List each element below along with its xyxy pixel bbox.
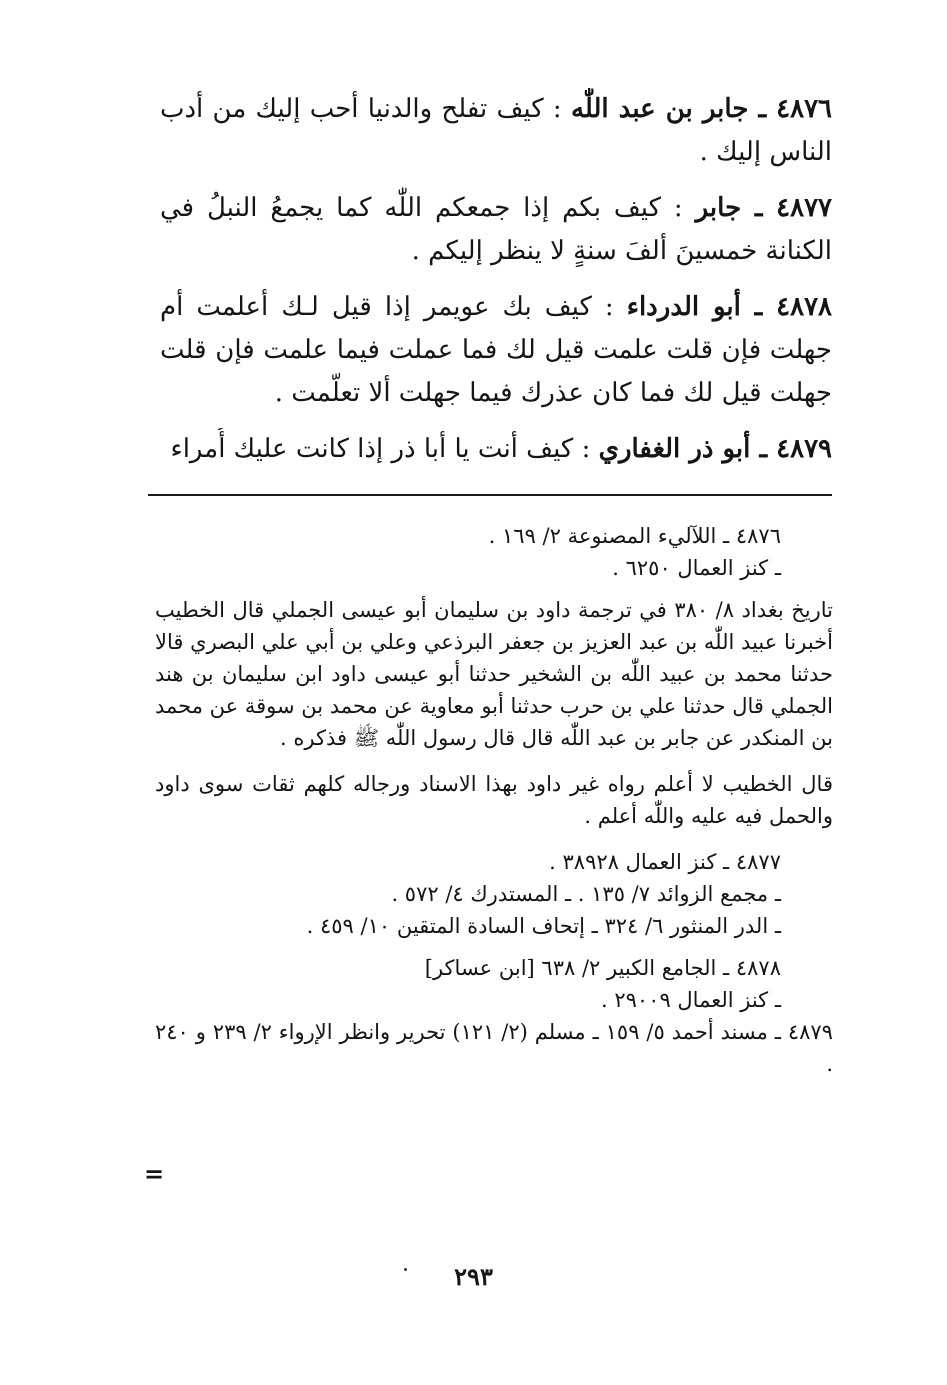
hadith-number: ٤٨٧٨: [776, 292, 832, 322]
continuation-mark: =: [144, 1159, 164, 1188]
hadith-narrator: أبو الدرداء: [626, 292, 741, 322]
hadith-entry: ٤٨٧٩ ـ أبو ذر الغفاري : كيف أنت يا أبا ذر إذا كانت عليك أُمراء: [170, 434, 832, 464]
hadith-narrator: أبو ذر الغفاري: [598, 434, 751, 464]
hadith-text: : كيف تفلح والدنيا أحب إليك من أدب الناس إليك .: [160, 94, 832, 167]
hadith-entry: ٤٨٧٧ ـ جابر : كيف بكم إذا جمعكم اللّٰه كما يجمعُ النبلُ في الكنانة خمسينَ ألفَ سنةٍ لا ينظر إليكم .: [160, 193, 832, 266]
footnote-line: ٤٨٧٧ ـ كنز العمال ٣٨٩٢٨ .: [549, 850, 781, 874]
footnote-line: ٤٨٧٨ ـ الجامع الكبير ٢/ ٦٣٨ [ابن عساكر]: [424, 956, 781, 980]
footnote-separator: [148, 494, 832, 496]
footnote-line: ـ كنز العمال ٢٩٠٠٩ .: [600, 988, 781, 1012]
footnote-paragraph: تاريخ بغداد ٨/ ٣٨٠ في ترجمة داود بن سليمان أبو عيسى الجملي قال الخطيب أخبرنا عبيد اللّٰه بن عبد العزيز بن جعفر البرذعي وعلي بن أبي علي البصري قالا حدثنا محمد بن عبيد اللّٰه بن الشخير حدثنا أبو عيسى داود ابن سليمان بن هند الجملي قال حدثنا علي بن حرب حدثنا أبو معاوية عن محمد بن سوقة عن محمد بن المنكدر عن جابر بن عبد اللّٰه قال قال رسول اللّٰه ﷺ فذكره .: [155, 598, 833, 750]
hadith-text: : كيف بكم إذا جمعكم اللّٰه كما يجمعُ النبلُ في الكنانة خمسينَ ألفَ سنةٍ لا ينظر إليكم .: [160, 193, 832, 266]
footnote-paragraph: ٤٨٧٩ ـ مسند أحمد ٥/ ١٥٩ ـ مسلم (٢/ ١٢١) تحرير وانظر الإرواء ٢/ ٢٣٩ و ٢٤٠ .: [155, 1020, 833, 1076]
footnote-paragraph: قال الخطيب لا أعلم رواه غير داود بهذا الاسناد ورجاله كلهم ثقات سوى داود والحمل فيه عليه واللّٰه أعلم .: [155, 772, 833, 828]
hadith-narrator: جابر بن عبد اللّٰه: [570, 94, 749, 124]
hadith-entry: ٤٨٧٦ ـ جابر بن عبد اللّٰه : كيف تفلح والدنيا أحب إليك من أدب الناس إليك .: [160, 94, 833, 167]
footnote-line: ـ الدر المنثور ٦/ ٣٢٤ ـ إتحاف السادة المتقين ١٠/ ٤٥٩ .: [306, 914, 781, 938]
footnotes: [155, 520, 833, 1080]
hadith-text: : كيف أنت يا أبا ذر إذا كانت عليك أُمراء: [170, 434, 591, 464]
hadith-narrator: جابر: [695, 193, 742, 223]
footnote-line: ـ مجمع الزوائد ٧/ ١٣٥ . ـ المستدرك ٤/ ٥٧٢ .: [391, 882, 781, 906]
hadith-number: ٤٨٧٧: [776, 193, 832, 223]
hadith-number: ٤٨٧٩: [776, 434, 832, 464]
page-number: ٢٩٣: [454, 1262, 493, 1291]
hadith-text: : كيف بك عويمر إذا قيل لـك أعلمت أم جهلت فإن قلت علمت قيل لك فما عملت فيما علمت فإن قلت جهلت قيل لك فما كان عذرك فيما جهلت ألا تعلّمت .: [160, 292, 832, 408]
footnote-line: ـ كنز العمال ٦٢٥٠ .: [612, 556, 781, 580]
hadith-entry: ٤٨٧٨ ـ أبو الدرداء : كيف بك عويمر إذا قيل لـك أعلمت أم جهلت فإن قلت علمت قيل لك فما عملت فيما علمت فإن قلت جهلت قيل لك فما كان عذرك فيما جهلت ألا تعلّمت .: [160, 292, 832, 408]
footnote-line: ٤٨٧٦ ـ اللآليء المصنوعة ٢/ ١٦٩ .: [488, 524, 781, 548]
hadith-number: ٤٨٧٦: [776, 94, 833, 124]
hadith-list: [160, 88, 832, 471]
